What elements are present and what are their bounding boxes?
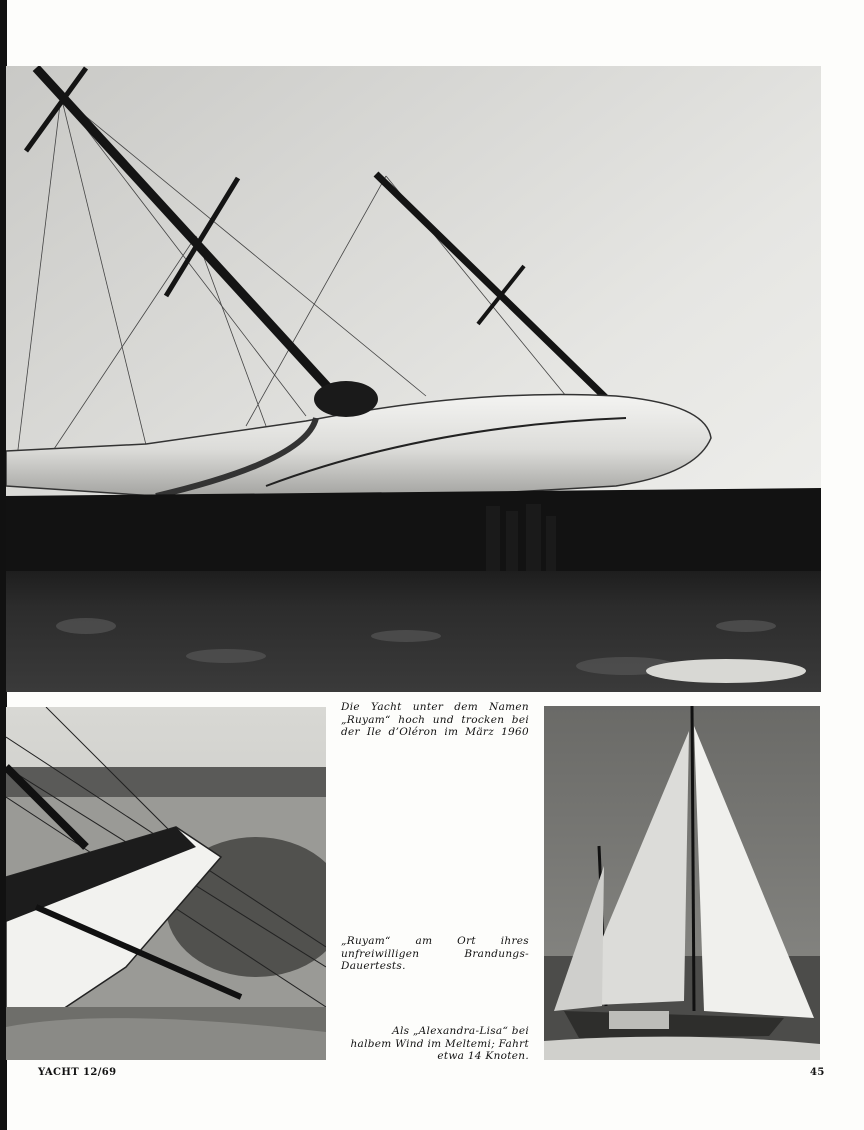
footer-page-number: 45	[810, 1067, 825, 1078]
caption-yacht-in-surf: „Ruyam“ am Ort ihres unfreiwilligen Brandungs-Dauertests.	[341, 935, 529, 972]
photo-yacht-in-surf	[6, 707, 326, 1060]
photo-stranded-yacht	[6, 66, 821, 692]
yacht-in-surf-image	[6, 707, 326, 1060]
stranded-yacht-image	[6, 66, 821, 692]
yacht-under-sail-image	[544, 706, 820, 1060]
footer-magazine-issue: YACHT 12/69	[38, 1067, 117, 1078]
caption-yacht-under-sail: Als „Alexandra-Lisa“ bei halbem Wind im Meltemi; Fahrt etwa 14 Knoten.	[350, 1025, 529, 1062]
caption-stranded-yacht: Die Yacht unter dem Namen „Ruyam“ hoch und trocken bei der Ile d’Oléron im März 1960	[341, 701, 529, 738]
photo-yacht-under-sail	[544, 706, 820, 1060]
